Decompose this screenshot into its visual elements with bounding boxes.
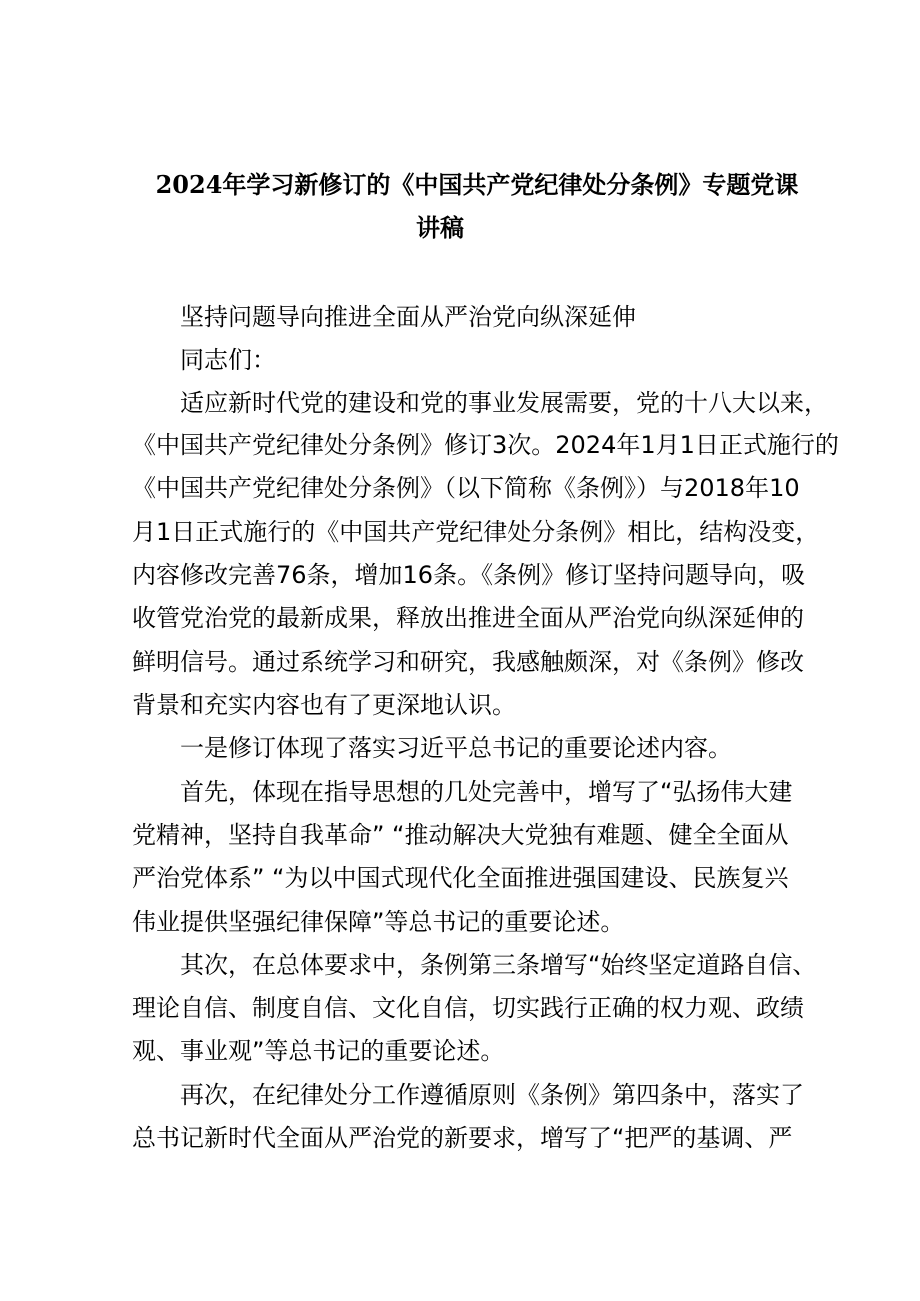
section-heading-line: 一是修订体现了落实习近平总书记的重要论述内容。 bbox=[180, 734, 732, 762]
body-line: 再次，在纪律处分工作遵循原则《条例》第四条中，落实了 bbox=[180, 1081, 804, 1109]
body-line: 《中国共产党纪律处分条例》（以下简称《条例》）与2018年10 bbox=[132, 474, 800, 502]
body-line: 首先，体现在指导思想的几处完善中，增写了“弘扬伟大建 bbox=[180, 778, 793, 806]
body-line: 其次，在总体要求中，条例第三条增写“始终坚定道路自信、 bbox=[180, 951, 817, 979]
salutation-line: 同志们： bbox=[180, 346, 276, 374]
body-line: 适应新时代党的建设和党的事业发展需要，党的十八大以来， bbox=[180, 389, 828, 417]
document-title-line-2: 讲稿 bbox=[416, 213, 464, 242]
subtitle-line: 坚持问题导向推进全面从严治党向纵深延伸 bbox=[180, 303, 636, 331]
body-line: 理论自信、制度自信、文化自信，切实践行正确的权力观、政绩 bbox=[132, 994, 804, 1022]
body-line: 月1日正式施行的《中国共产党纪律处分条例》相比，结构没变， bbox=[132, 518, 820, 546]
body-line: 内容修改完善76条，增加16条。《条例》修订坚持问题导向，吸 bbox=[132, 561, 806, 589]
body-line: 《中国共产党纪律处分条例》修订3次。2024年1月1日正式施行的 bbox=[132, 431, 839, 459]
body-line: 收管党治党的最新成果，释放出推进全面从严治党向纵深延伸的 bbox=[132, 604, 804, 632]
document-title-line-1: 2024年学习新修订的《中国共产党纪律处分条例》专题党课 bbox=[155, 170, 799, 199]
body-line: 伟业提供坚强纪律保障”等总书记的重要论述。 bbox=[132, 908, 625, 936]
body-line: 鲜明信号。通过系统学习和研究，我感触颇深，对《条例》修改 bbox=[132, 648, 804, 676]
body-line: 严治党体系” “为以中国式现代化全面推进强国建设、民族复兴 bbox=[132, 864, 789, 892]
body-line: 背景和充实内容也有了更深地认识。 bbox=[132, 691, 516, 719]
body-line: 党精神，坚持自我革命” “推动解决大党独有难题、健全全面从 bbox=[132, 821, 789, 849]
body-line: 观、事业观”等总书记的重要论述。 bbox=[132, 1037, 505, 1065]
body-line: 总书记新时代全面从严治党的新要求，增写了“把严的基调、严 bbox=[132, 1124, 793, 1152]
